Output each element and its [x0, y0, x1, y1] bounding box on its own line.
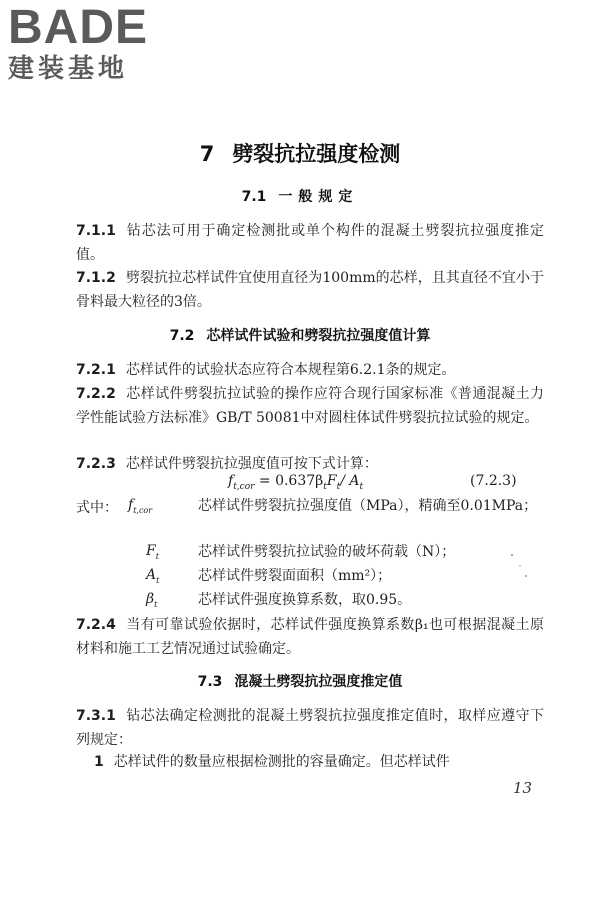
section-number: 7.3 [197, 674, 223, 690]
clause [76, 358, 544, 382]
section-heading [0, 671, 600, 691]
variable-definition: 芯样试件劈裂抗拉试验的破坏荷载（N）； [198, 544, 456, 560]
clause-text: 钻芯法可用于确定检测批或单个构件的混凝土劈裂抗拉强度推定值。 [76, 223, 544, 263]
clause-text: 芯样试件劈裂抗拉强度值可按下式计算： [125, 456, 378, 472]
clause-number: 7.3.1 [76, 708, 116, 724]
clause-number: 7.1.1 [76, 223, 116, 239]
scan-speckle [508, 552, 532, 582]
section-number: 7.2 [169, 328, 195, 344]
clause [76, 266, 544, 314]
logo-subtitle: 建装基地 [8, 54, 129, 84]
variable-symbol [146, 543, 159, 561]
section-title: 芯样试件试验和劈裂抗拉强度值计算 [206, 328, 431, 344]
clause [76, 704, 544, 752]
logo [8, 1, 149, 84]
list-item [94, 750, 544, 774]
formula-subscript: t [323, 481, 327, 492]
clause-text: 劈裂抗拉芯样试件宜使用直径为100mm的芯样，且其直径不宜小于骨料最大粒径的3倍。 [76, 270, 544, 310]
list-item-number: 1 [94, 754, 104, 770]
formula-number: (7.2.3) [470, 473, 517, 489]
variable-symbol [146, 591, 157, 609]
formula-subscript: t [336, 481, 341, 492]
chapter-title-text: 劈裂抗拉强度检测 [232, 142, 401, 166]
formula [228, 473, 363, 492]
section-title: 混凝土劈裂抗拉强度推定值 [234, 674, 403, 690]
chapter-number: 7 [199, 142, 215, 166]
clause-number: 7.1.2 [76, 270, 116, 286]
clause-number: 7.2.4 [76, 617, 116, 633]
symbol-subscript: t [155, 551, 159, 561]
clause-text: 芯样试件的试验状态应符合本规程第6.2.1条的规定。 [125, 362, 456, 378]
clause [76, 219, 544, 267]
variable-definition: 芯样试件强度换算系数，取0.95。 [198, 592, 412, 608]
clause-text: 钻芯法确定检测批的混凝土劈裂抗拉强度推定值时，取样应遵守下列规定： [76, 708, 544, 748]
clause-number: 7.2.3 [76, 456, 116, 472]
variable-symbol [146, 567, 159, 585]
formula-part: = 0.637β [254, 473, 324, 489]
formula-subscript: t [359, 481, 364, 492]
variable-definition: 芯样试件劈裂抗拉强度值（MPa），精确至0.01MPa； [198, 498, 538, 514]
symbol-subscript: t [156, 575, 160, 585]
variable-symbol [128, 497, 152, 515]
symbol-letter: F [146, 543, 156, 559]
section-title: 一般规定 [278, 189, 359, 205]
symbol-letter: f [128, 497, 134, 513]
clause-number: 7.2.1 [76, 362, 116, 378]
where-label: 式中： [76, 500, 118, 516]
formula-symbol: f [228, 473, 234, 489]
variable-definition: 芯样试件劈裂面面积（mm²）； [198, 568, 392, 584]
clause [76, 613, 544, 661]
symbol-letter: β [146, 591, 155, 607]
clause [76, 382, 544, 430]
chapter-title [0, 138, 600, 168]
section-number: 7.1 [241, 189, 267, 205]
formula-part: F [326, 473, 337, 489]
formula-subscript: t,cor [233, 481, 255, 492]
clause-text: 当有可靠试验依据时，芯样试件强度换算系数β₁也可根据混凝土原材料和施工工艺情况通过试验确定。 [76, 617, 544, 657]
section-heading [0, 186, 600, 206]
clause-number: 7.2.2 [76, 386, 116, 402]
formula-part: / A [340, 473, 360, 489]
logo-wordmark: BADE [8, 1, 149, 54]
list-item-text: 芯样试件的数量应根据检测批的容量确定。但芯样试件 [113, 754, 450, 770]
symbol-subscript: t [154, 599, 158, 609]
page-number: 13 [513, 779, 533, 797]
symbol-letter: A [146, 567, 157, 583]
section-heading [0, 325, 600, 345]
clause-text: 芯样试件劈裂抗拉试验的操作应符合现行国家标准《普通混凝土力学性能试验方法标准》GB/T 50081中对圆柱体试件劈裂抗拉试验的规定。 [76, 386, 544, 426]
symbol-subscript: t,cor [133, 505, 153, 515]
